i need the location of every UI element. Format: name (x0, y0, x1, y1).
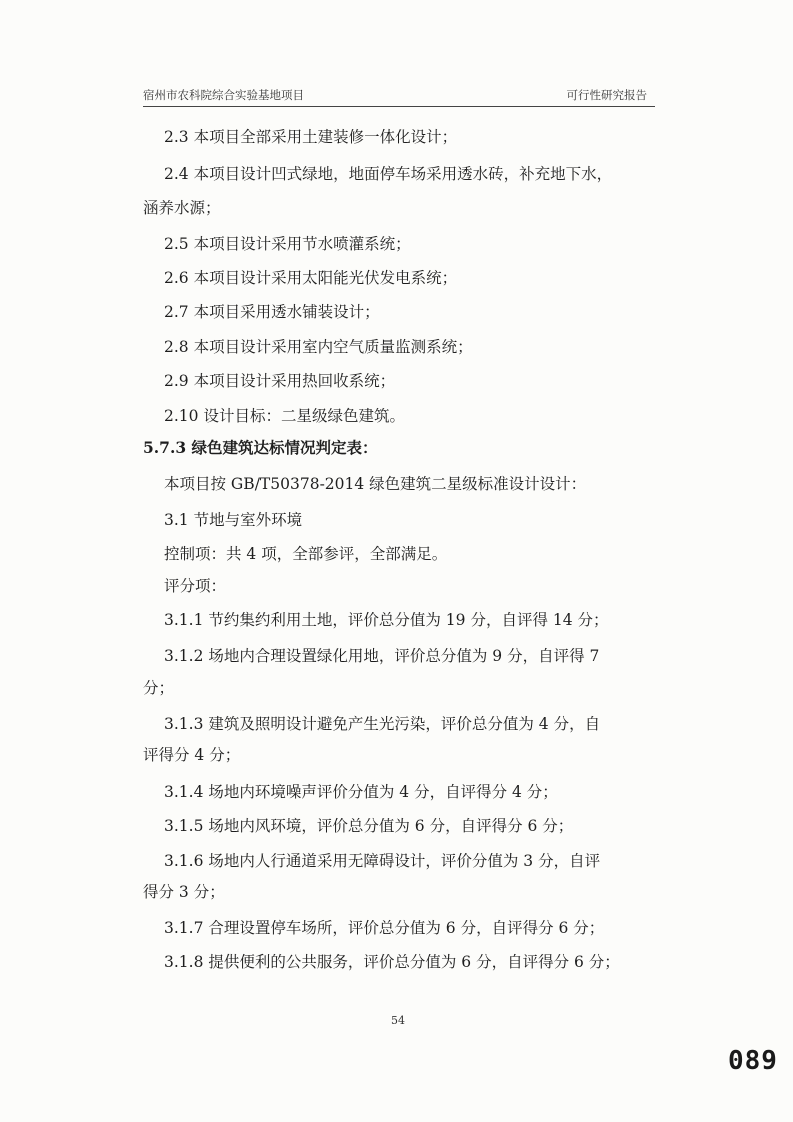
text-line-3-1-4: 3.1.4 场地内环境噪声评价分值为 4 分，自评得分 4 分； (164, 783, 558, 801)
text-line-2-3: 2.3 本项目全部采用土建装修一体化设计； (164, 128, 458, 146)
header-project-name: 宿州市农科院综合实验基地项目 (143, 88, 304, 102)
text-line-3-1-6: 3.1.6 场地内人行通道采用无障碍设计，评价分值为 3 分，自评 (164, 852, 601, 870)
text-line-2-8: 2.8 本项目设计采用室内空气质量监测系统； (164, 338, 473, 356)
text-line-3-1-3-cont: 评得分 4 分； (143, 746, 241, 764)
text-line-3-1-1: 3.1.1 节约集约利用土地，评价总分值为 19 分，自评得 14 分； (164, 611, 609, 629)
text-line-2-5: 2.5 本项目设计采用节水喷灌系统； (164, 235, 411, 253)
page-number: 54 (391, 1014, 405, 1027)
text-line-2-9: 2.9 本项目设计采用热回收系统； (164, 372, 396, 390)
text-line-3-1-7: 3.1.7 合理设置停车场所，评价总分值为 6 分，自评得分 6 分； (164, 919, 605, 937)
text-line-2-4: 2.4 本项目设计凹式绿地，地面停车场采用透水砖，补充地下水， (164, 165, 613, 183)
text-line-3-1-2: 3.1.2 场地内合理设置绿化用地，评价总分值为 9 分，自评得 7 (164, 647, 600, 665)
text-line-control-items: 控制项：共 4 项，全部参评，全部满足。 (164, 545, 448, 563)
text-line-2-10: 2.10 设计目标：二星级绿色建筑。 (164, 407, 405, 425)
text-line-3-1-6-cont: 得分 3 分； (143, 883, 225, 901)
text-line-2-6: 2.6 本项目设计采用太阳能光伏发电系统； (164, 269, 458, 287)
text-line-score-items: 评分项： (164, 577, 227, 595)
section-heading-5-7-3: 5.7.3 绿色建筑达标情况判定表： (143, 438, 378, 457)
text-line-2-4-cont: 涵养水源； (143, 199, 221, 217)
text-line-2-7: 2.7 本项目采用透水铺装设计； (164, 303, 380, 321)
text-line-3-1-8: 3.1.8 提供便利的公共服务，评价总分值为 6 分，自评得分 6 分； (164, 953, 620, 971)
header-report-type: 可行性研究报告 (566, 88, 647, 102)
text-line-standard: 本项目按 GB/T50378-2014 绿色建筑二星级标准设计设计： (164, 475, 587, 493)
text-line-3-1-5: 3.1.5 场地内风环境，评价总分值为 6 分，自评得分 6 分； (164, 817, 574, 835)
page-stamp-number: 089 (728, 1046, 778, 1076)
text-line-3-1-3: 3.1.3 建筑及照明设计避免产生光污染，评价总分值为 4 分，自 (164, 715, 601, 733)
text-line-3-1: 3.1 节地与室外环境 (164, 511, 303, 529)
page-header (143, 86, 655, 107)
text-line-3-1-2-cont: 分； (143, 679, 175, 697)
